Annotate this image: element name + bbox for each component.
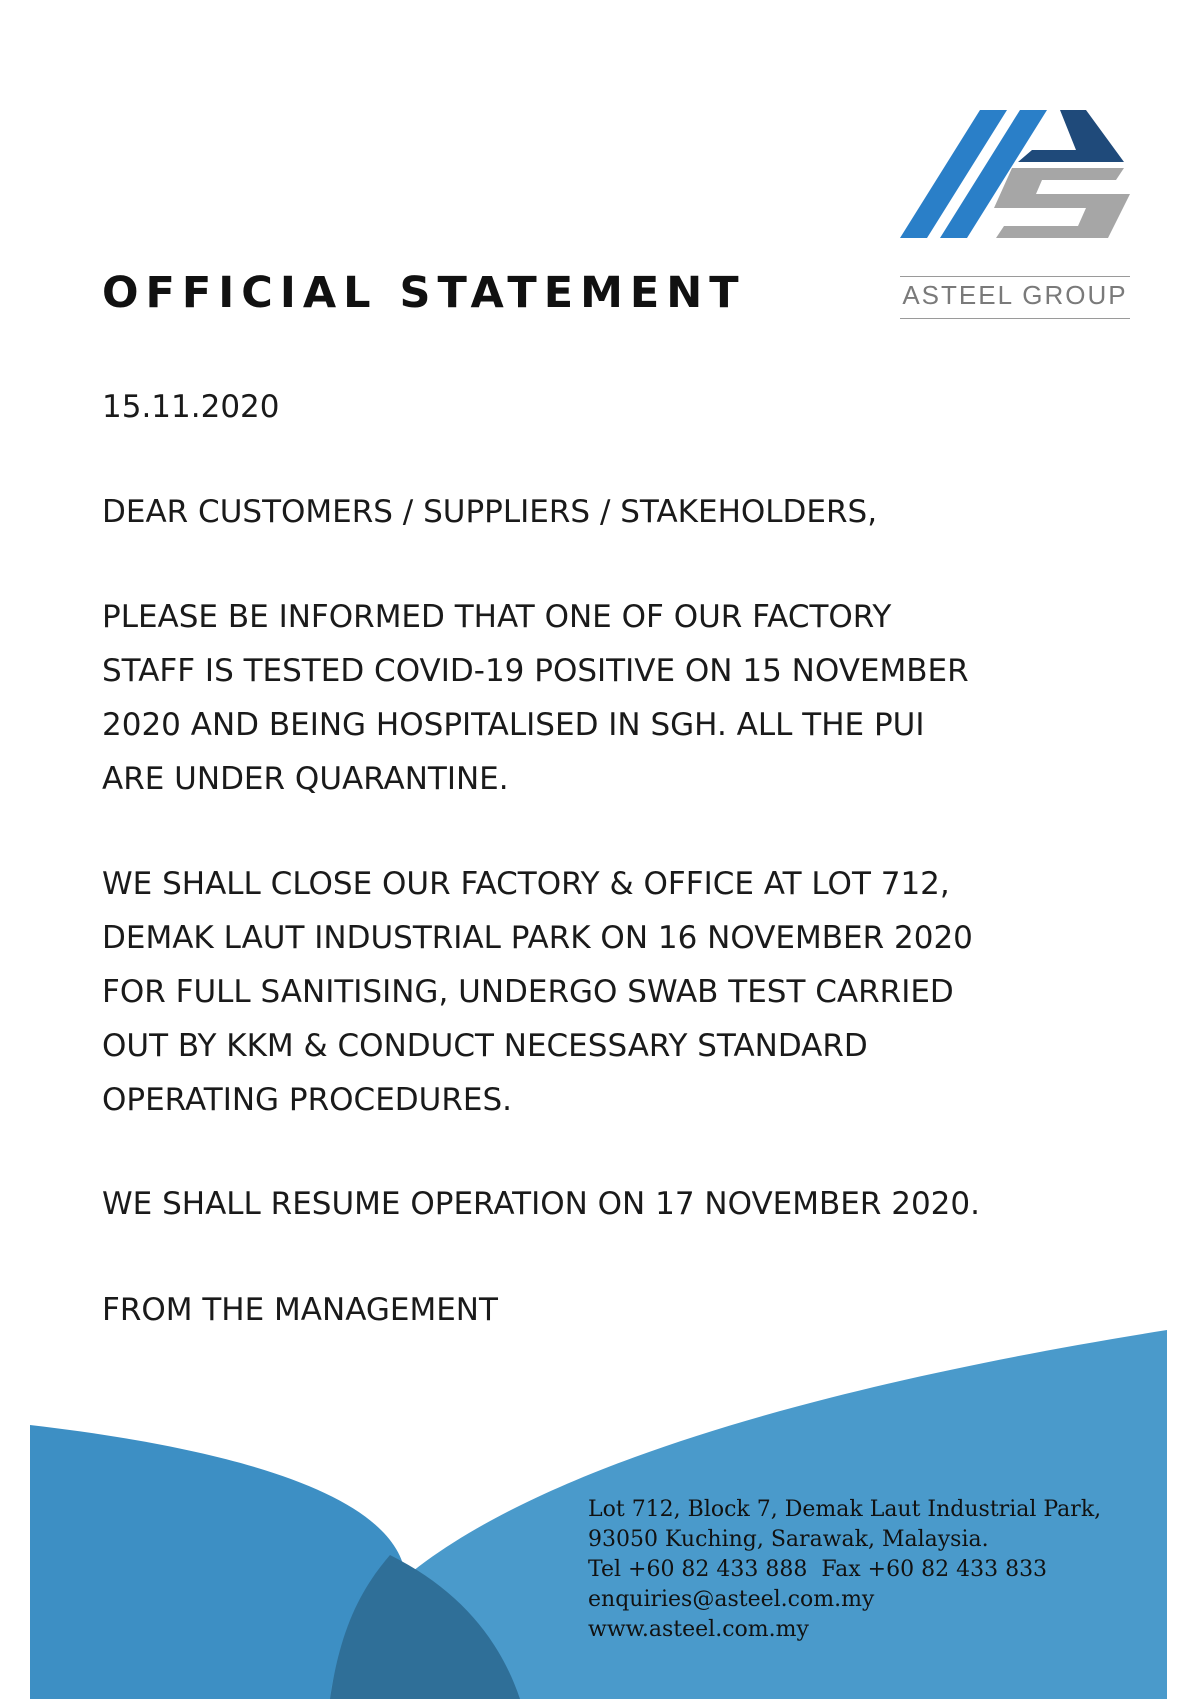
contact-phone-fax: Tel +60 82 433 888 Fax +60 82 433 833: [588, 1557, 1048, 1582]
logo-s-shape: [994, 168, 1130, 238]
brand-rule-top: [900, 276, 1130, 277]
letter-paragraph-closure: WE SHALL CLOSE OUR FACTORY & OFFICE AT LOT 712, DEMAK LAUT INDUSTRIAL PARK ON 16 NOVEMBER 2020 FOR FULL SANITISING, UNDERGO SWAB TEST CARRIED OUT BY KKM & CONDUCT NECESSARY STANDARD OPERATING PROCEDURES.: [102, 866, 973, 1118]
letter-paragraph-resume: WE SHALL RESUME OPERATION ON 17 NOVEMBER 2020.: [102, 1186, 980, 1222]
letter-salutation: DEAR CUSTOMERS / SUPPLIERS / STAKEHOLDERS,: [102, 494, 878, 530]
page-title: OFFICIAL STATEMENT: [102, 268, 746, 318]
letter-paragraph-quarantine: PLEASE BE INFORMED THAT ONE OF OUR FACTORY STAFF IS TESTED COVID-19 POSITIVE ON 15 NOVEMBER 2020 AND BEING HOSPITALISED IN SGH. ALL THE PUI ARE UNDER QUARANTINE.: [102, 599, 969, 797]
letter-date: 15.11.2020: [102, 389, 280, 425]
address-line-street: Lot 712, Block 7, Demak Laut Industrial Park,: [588, 1497, 1102, 1522]
brand-rule-bottom: [900, 318, 1130, 319]
asteel-logo-icon: [900, 110, 1130, 240]
contact-email: enquiries@asteel.com.my: [588, 1587, 875, 1612]
company-address-block: [588, 1495, 1101, 1645]
contact-website: www.asteel.com.my: [588, 1617, 809, 1642]
brand-name: ASTEEL GROUP: [902, 280, 1128, 310]
address-line-city: 93050 Kuching, Sarawak, Malaysia.: [588, 1527, 989, 1552]
letter-signoff: FROM THE MANAGEMENT: [102, 1292, 498, 1328]
